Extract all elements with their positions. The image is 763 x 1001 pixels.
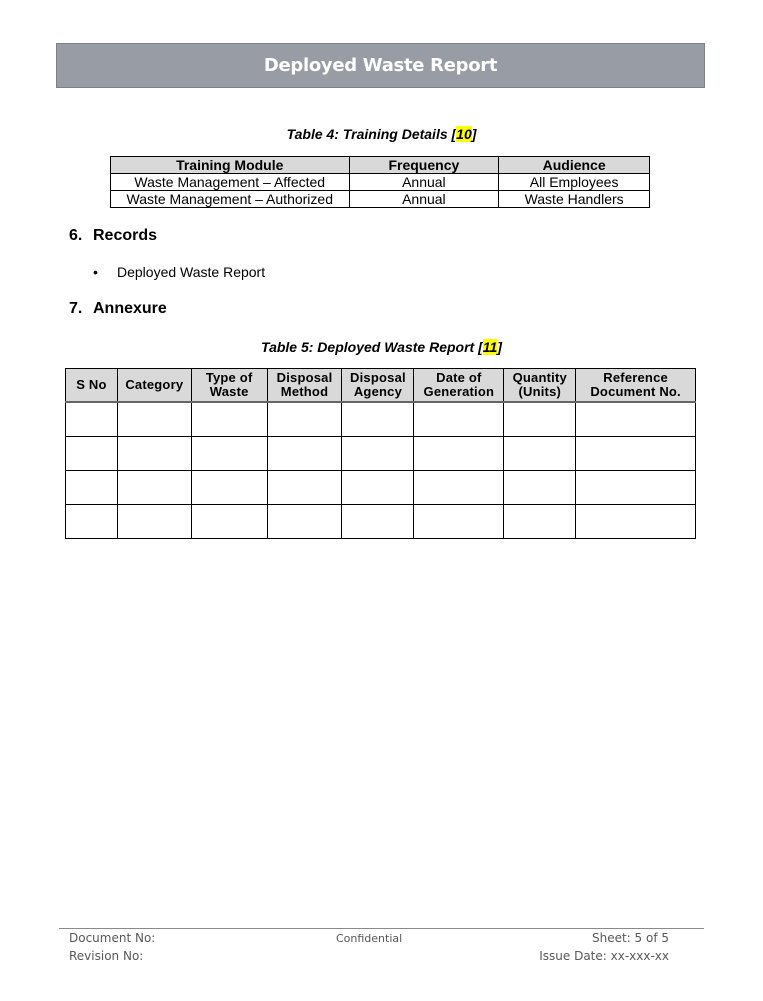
table-header-row [66,369,696,403]
column-header-line: Document No. [590,384,681,399]
table-cell[interactable] [342,402,414,437]
column-header [576,369,696,403]
table-cell[interactable] [267,505,342,539]
table-cell: All Employees [499,174,650,191]
column-header-line: Reference [603,370,668,385]
section-number: 6. [69,227,83,244]
column-header-line: Method [280,384,329,399]
table-cell[interactable] [504,505,576,539]
table-cell[interactable] [342,505,414,539]
training-details-table [110,156,650,208]
table-cell[interactable] [117,505,191,539]
table-cell[interactable] [342,437,414,471]
table-cell[interactable] [267,437,342,471]
column-header-line: Quantity [512,370,567,385]
table4-caption-text: Table 4: Training Details [ [286,126,457,142]
section-number: 7. [69,300,83,317]
column-header-line: S No [76,377,107,392]
table-row [66,471,696,505]
table-cell[interactable] [576,471,696,505]
table-row [66,437,696,471]
table-cell[interactable] [576,437,696,471]
column-header-line: Type of [205,370,253,385]
column-header-line: Disposal [276,370,333,385]
column-header [414,369,504,403]
table5-caption-end: ] [497,339,502,355]
table-cell[interactable] [117,402,191,437]
table-cell[interactable] [66,471,118,505]
table5-reference: 11 [482,339,498,355]
column-header [342,369,414,403]
column-header: Training Module [111,157,350,174]
table-cell[interactable] [66,505,118,539]
table-cell: Waste Management – Authorized [111,191,350,208]
table-cell[interactable] [267,402,342,437]
table-cell[interactable] [414,402,504,437]
table5-caption [0,339,763,355]
table-cell[interactable] [191,402,267,437]
deployed-waste-report-table [65,368,696,539]
table-cell[interactable] [191,471,267,505]
section-heading-records [69,227,157,245]
confidential-label: Confidential [336,932,403,945]
table-row [111,174,650,191]
table-cell[interactable] [414,437,504,471]
column-header-line: Agency [353,384,403,399]
issue-date: Issue Date: xx-xxx-xx [539,949,669,963]
revision-number-label: Revision No: [69,949,144,963]
table-cell[interactable] [191,505,267,539]
document-number-label: Document No: [69,931,156,945]
table-cell[interactable] [504,402,576,437]
table-cell[interactable] [117,471,191,505]
table-cell[interactable] [504,437,576,471]
bullet-icon: • [93,264,98,280]
column-header [66,369,118,403]
table4-reference: 10 [456,126,472,142]
table-header-row [111,157,650,174]
table-cell[interactable] [117,437,191,471]
table-cell[interactable] [191,437,267,471]
table-cell[interactable] [414,505,504,539]
table-cell: Annual [349,191,499,208]
column-header-line: Date of [436,370,482,385]
column-header [504,369,576,403]
table-cell[interactable] [576,505,696,539]
table-cell: Waste Management – Affected [111,174,350,191]
table-cell: Waste Handlers [499,191,650,208]
table-cell: Annual [349,174,499,191]
table-cell[interactable] [267,471,342,505]
column-header: Audience [499,157,650,174]
section-title: Annexure [93,300,167,317]
table-cell[interactable] [66,402,118,437]
table5-caption-text: Table 5: Deployed Waste Report [ [261,339,483,355]
column-header-line: Waste [209,384,249,399]
section-title: Records [93,227,158,244]
table-row [66,505,696,539]
table-cell[interactable] [66,437,118,471]
table-cell[interactable] [504,471,576,505]
column-header [117,369,191,403]
footer-divider [59,928,704,929]
column-header [267,369,342,403]
bullet-item [93,264,265,280]
column-header-line: (Units) [518,384,562,399]
sheet-number: Sheet: 5 of 5 [591,931,669,945]
table4-caption-end: ] [471,126,477,142]
column-header-line: Disposal [350,370,406,385]
table-cell[interactable] [414,471,504,505]
column-header: Frequency [349,157,499,174]
table-cell[interactable] [576,402,696,437]
bullet-text: Deployed Waste Report [117,264,266,280]
table-row [111,191,650,208]
table-cell[interactable] [342,471,414,505]
table4-caption [0,126,763,142]
document-title-banner [56,43,705,88]
document-title: Deployed Waste Report [263,55,498,76]
section-heading-annexure [69,300,167,318]
column-header-line: Category [125,377,184,392]
column-header-line: Generation [423,384,495,399]
table-row [66,402,696,437]
column-header [191,369,267,403]
